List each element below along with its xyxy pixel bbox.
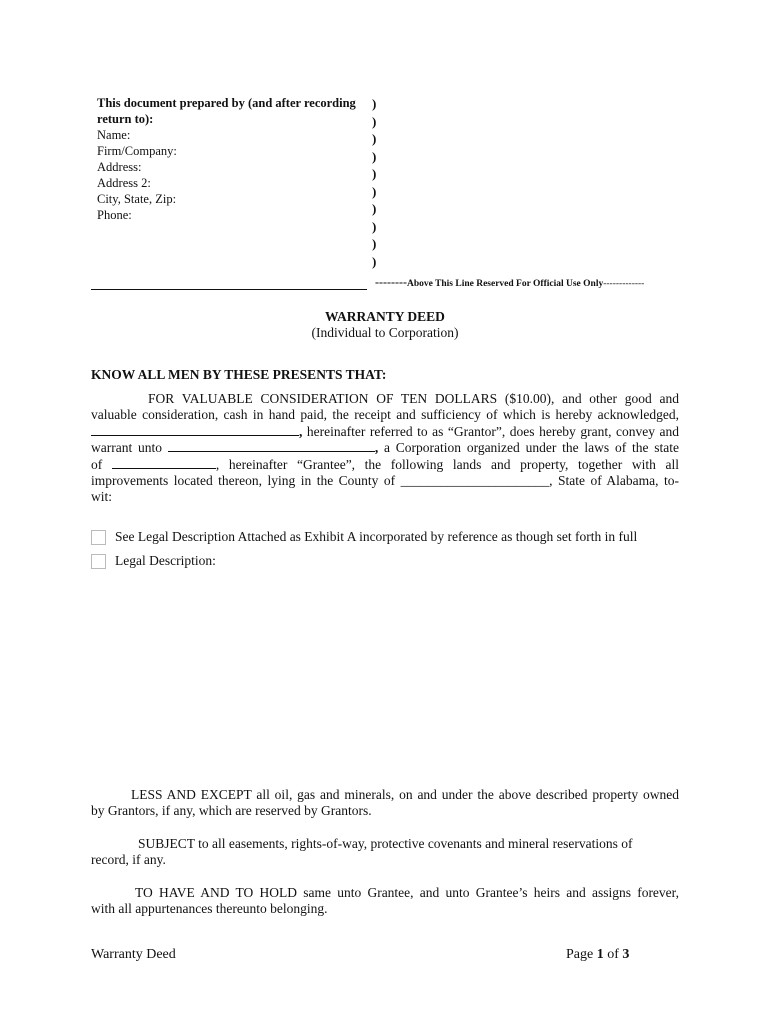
subject-to-paragraph xyxy=(91,836,679,869)
less-except-line-2: by Grantors, if any, which are reserved by Grantors. xyxy=(91,803,372,819)
preparer-block xyxy=(97,95,367,223)
know-all-men-heading: KNOW ALL MEN BY THESE PRESENTS THAT: xyxy=(91,367,387,382)
paren: ) xyxy=(372,201,377,216)
consideration-paragraph xyxy=(91,391,679,506)
reserved-dashes-right: ------------- xyxy=(603,279,645,289)
consideration-line-2: valuable consideration, cash in hand paid, the receipt and sufficiency of which is hereby acknowledged, xyxy=(91,407,679,423)
consideration-line-1: FOR VALUABLE CONSIDERATION OF TEN DOLLARS ($10.00), and other good and xyxy=(148,391,679,406)
state-blank[interactable] xyxy=(112,457,216,469)
field-city-state-zip-label: City, State, Zip: xyxy=(97,192,177,206)
document-title: WARRANTY DEED xyxy=(325,309,445,324)
habendum-line-1: TO HAVE AND TO HOLD same unto Grantee, and unto Grantee’s heirs and assigns forever, xyxy=(135,885,679,900)
footer-page-number: Page 1 of 3 xyxy=(566,947,630,962)
exhibit-checkbox[interactable] xyxy=(91,530,106,545)
document-subtitle: (Individual to Corporation) xyxy=(311,325,459,340)
field-firm-label: Firm/Company: xyxy=(97,144,177,158)
preparer-heading-line2: return to): xyxy=(97,112,154,126)
habendum-line-2: with all appurtenances thereunto belonging. xyxy=(91,901,328,917)
legal-description-option[interactable] xyxy=(91,553,216,569)
reserved-line xyxy=(375,275,644,290)
subject-line-1: SUBJECT to all easements, rights-of-way, protective covenants and mineral reservations of xyxy=(138,836,633,851)
paren: ) xyxy=(372,131,377,146)
preparer-heading-line1: This document prepared by (and after recording xyxy=(97,96,356,110)
paren: ) xyxy=(372,96,377,111)
exhibit-option[interactable] xyxy=(91,529,637,545)
less-except-line-1: LESS AND EXCEPT all oil, gas and minerals, on and under the above described property owned xyxy=(131,787,679,802)
reserved-text: Above This Line Reserved For Official Use Only xyxy=(406,279,604,289)
paren: ) xyxy=(372,166,377,181)
consideration-line-4: warrant unto , a Corporation organized under the laws of the state xyxy=(91,440,680,456)
habendum-paragraph xyxy=(91,885,679,918)
field-address-label: Address: xyxy=(97,160,142,174)
less-and-except-paragraph xyxy=(91,787,679,820)
reserved-dashes-left: -------- xyxy=(375,275,407,289)
field-address2-label: Address 2: xyxy=(97,176,151,190)
paren: ) xyxy=(372,113,377,129)
paren: ) xyxy=(372,148,377,164)
preparer-rule xyxy=(91,289,367,290)
paren-column xyxy=(372,95,384,270)
county-blank[interactable]: ______________________ xyxy=(400,472,550,488)
consideration-line-5: of , hereinafter “Grantee”, the following lands and property, together with all xyxy=(91,456,680,472)
consideration-line-7: wit: xyxy=(91,489,113,505)
paren: ) xyxy=(372,253,377,269)
legal-description-label: Legal Description: xyxy=(115,553,216,568)
footer-document-name: Warranty Deed xyxy=(91,947,176,962)
subject-line-2: record, if any. xyxy=(91,852,166,868)
grantor-name-blank[interactable] xyxy=(91,424,299,436)
legal-description-checkbox[interactable] xyxy=(91,554,106,569)
field-name-label: Name: xyxy=(97,128,131,142)
exhibit-option-label: See Legal Description Attached as Exhibit A incorporated by reference as though set forth in full xyxy=(115,529,638,544)
paren: ) xyxy=(372,183,377,199)
grantee-name-blank[interactable] xyxy=(168,440,375,452)
field-phone-label: Phone: xyxy=(97,208,132,222)
paren: ) xyxy=(372,236,377,251)
consideration-line-6: improvements located thereon, lying in the County of ______________________, State of Alabama, to- xyxy=(91,472,680,488)
paren: ) xyxy=(372,218,377,234)
consideration-line-3: , hereinafter referred to as “Grantor”, does hereby grant, convey and xyxy=(91,424,679,440)
